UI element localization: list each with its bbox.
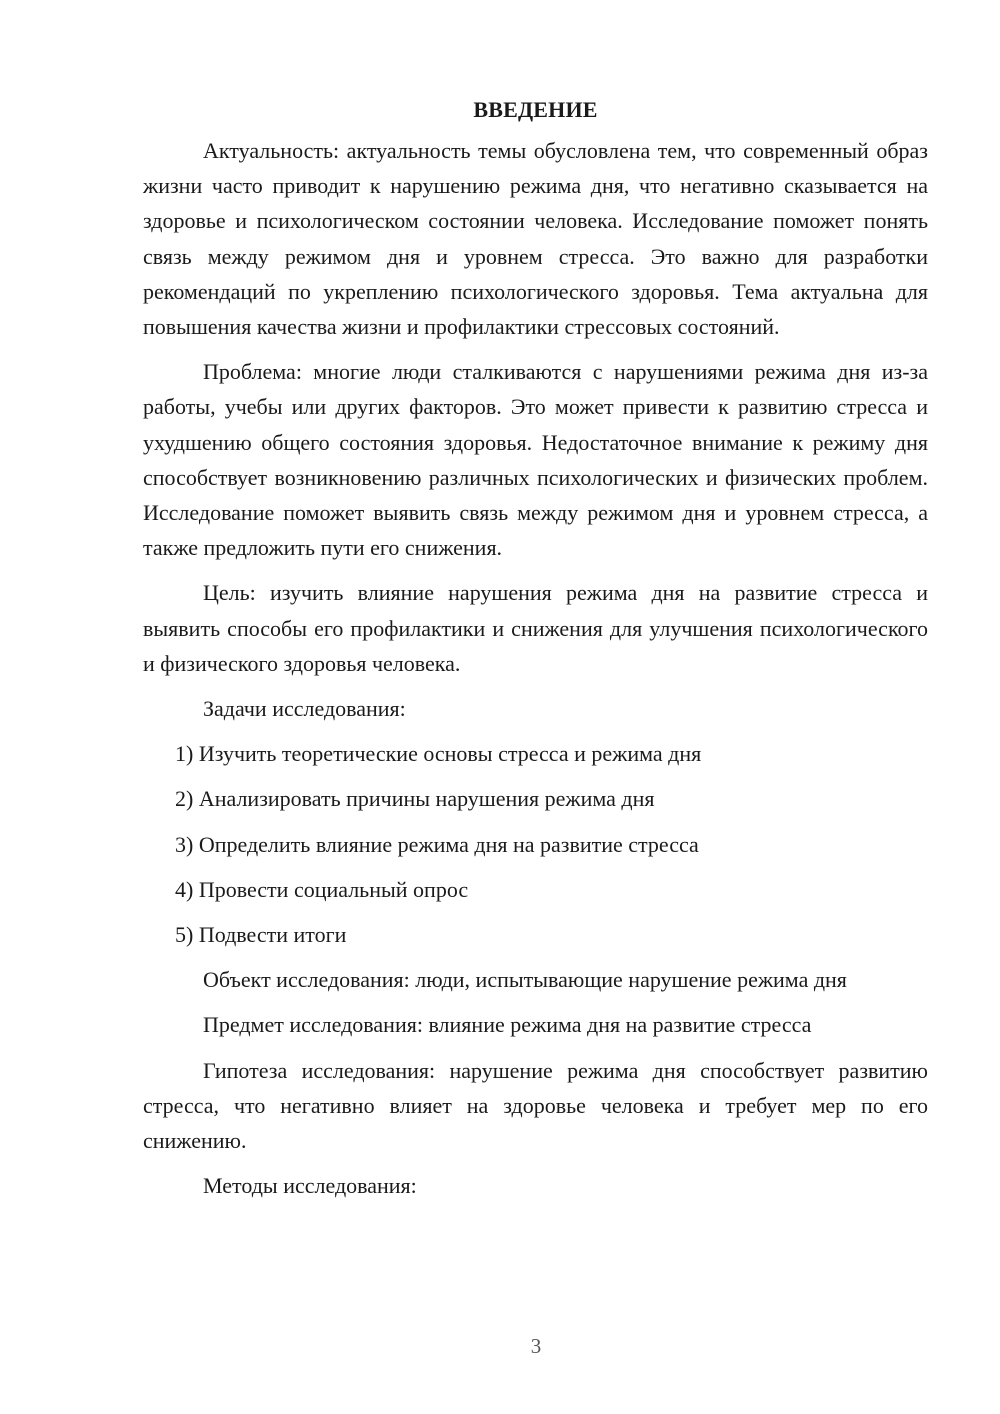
section-heading: ВВЕДЕНИЕ [473,97,598,122]
tasks-heading: Задачи исследования: [203,696,406,722]
research-object: Объект исследования: люди, испытывающие нарушение режима дня [203,967,847,993]
list-item: 2) Анализировать причины нарушения режима дня [175,786,655,812]
paragraph-goal: Цель: изучить влияние нарушения режима дня на развитие стресса и выявить способы его профилактики и снижения для улучшения психологического и физического здоровья человека. [143,580,928,676]
research-subject: Предмет исследования: влияние режима дня на развитие стресса [203,1012,812,1038]
methods-heading: Методы исследования: [203,1173,417,1199]
paragraph-problem: Проблема: многие люди сталкиваются с нарушениями режима дня из-за работы, учебы или других факторов. Это может привести к развитию стресса и ухудшению общего состояния здоровья. Недостаточное внимание к режиму дня способствует возникновению различных психологических и физических проблем. Исследование поможет выявить связь между режимом дня и уровнем стресса, а также предложить пути его снижения. [143,359,928,561]
research-hypothesis: Гипотеза исследования: нарушение режима дня способствует развитию стресса, что негативно влияет на здоровье человека и требует мер по его снижению. [143,1057,928,1154]
page-number: 3 [530,1334,542,1358]
tasks-list [143,736,928,952]
list-item: 3) Определить влияние режима дня на развитие стресса [175,831,699,857]
document-page [143,92,928,1213]
list-item: 4) Провести социальный опрос [175,876,469,902]
paragraph-relevance: Актуальность: актуальность темы обусловлена тем, что современный образ жизни часто приводит к нарушению режима дня, что негативно сказывается на здоровье и психологическом состоянии человека. Исследование поможет понять связь между режимом дня и уровнем стресса. Это важно для разработки рекомендаций по укреплению психологического здоровья. Тема актуальна для повышения качества жизни и профилактики стрессовых состояний. [143,138,928,340]
list-item: 1) Изучить теоретические основы стресса и режима дня [175,741,702,767]
list-item: 5) Подвести итоги [175,922,347,948]
